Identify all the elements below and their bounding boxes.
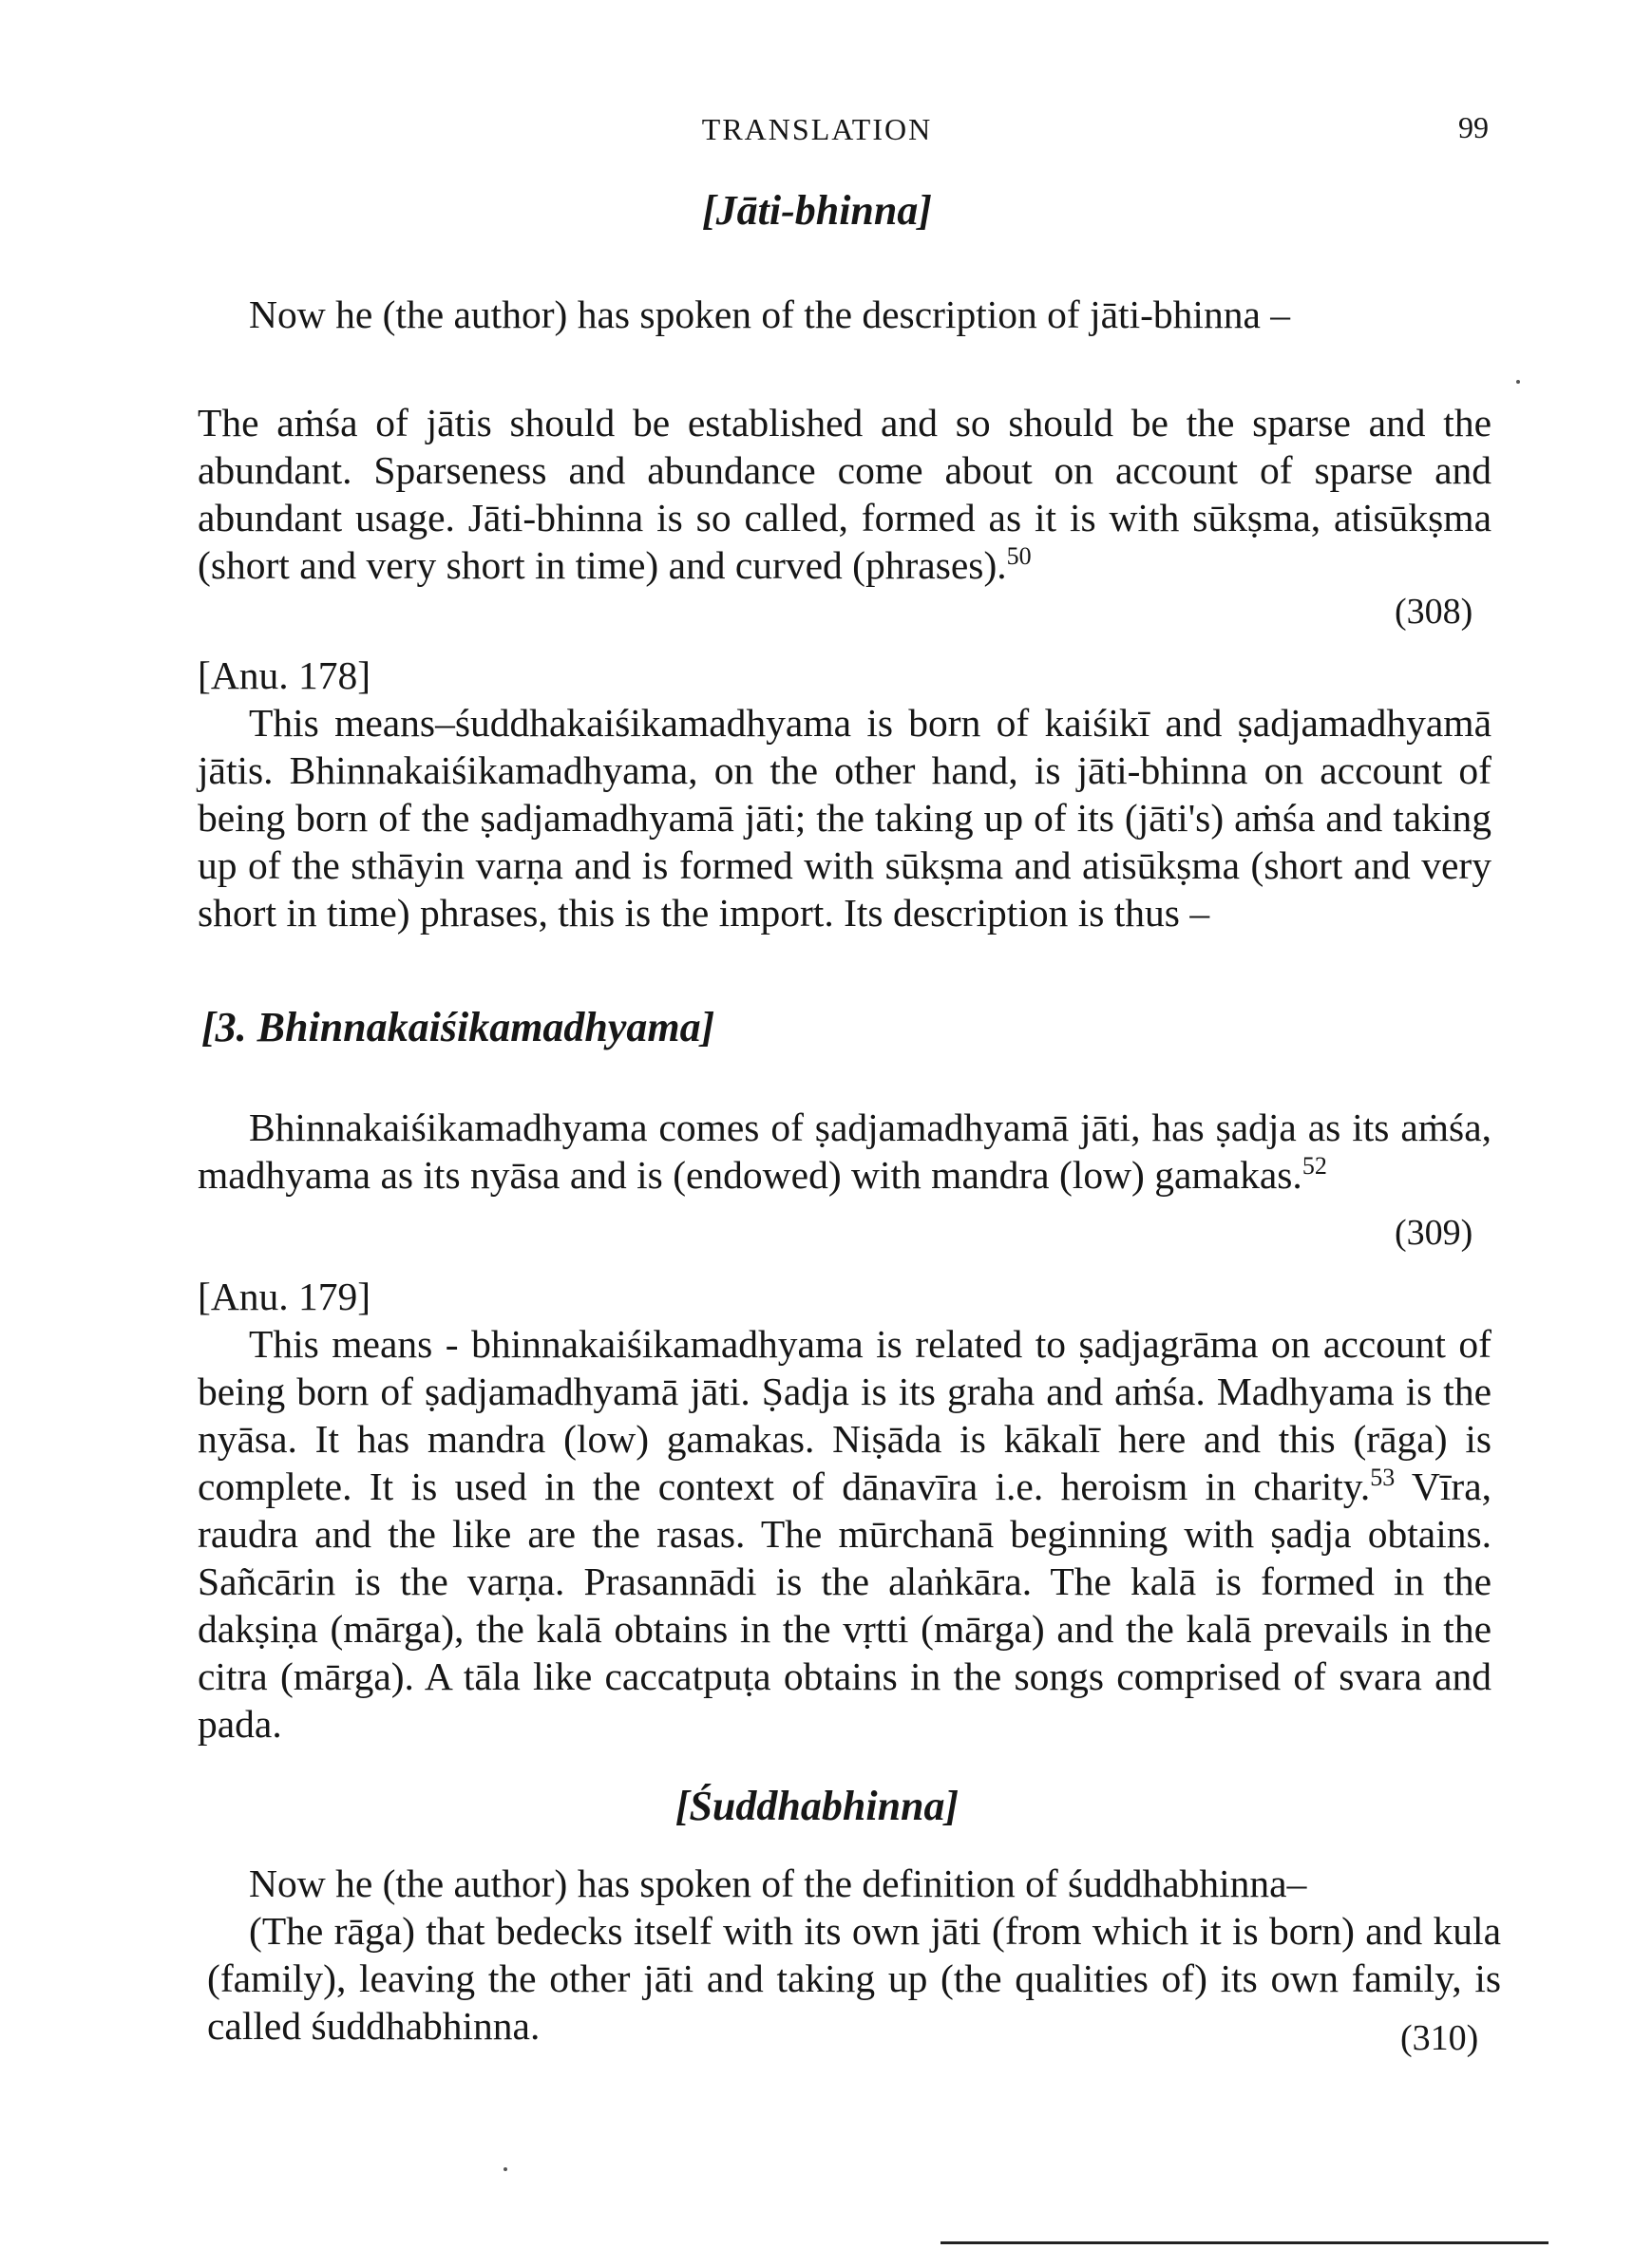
page-number: 99 bbox=[1458, 110, 1489, 144]
verse-308-text: The aṁśa of jātis should be established and so should be the sparse and the abundant. Sparseness and abundance come about on account of sparse and abundant usage. Jāti-bhinna is so called, formed as it is with sūkṣma, atisūkṣma (short and very short in time) and curved (phrases). bbox=[198, 401, 1492, 587]
footnote-ref-52: 52 bbox=[1302, 1152, 1327, 1181]
commentary-179 bbox=[198, 1320, 1492, 1748]
verse-308 bbox=[198, 399, 1492, 589]
running-head: TRANSLATION bbox=[701, 112, 933, 146]
commentary-178 bbox=[198, 699, 1492, 936]
verse-309 bbox=[198, 1104, 1492, 1199]
scan-speck bbox=[1516, 380, 1520, 384]
intro-jati-bhinna: Now he (the author) has spoken of the description of jāti-bhinna – bbox=[249, 293, 1291, 336]
verse-number-310: (310) bbox=[1400, 2018, 1479, 2058]
verse-number-308: (308) bbox=[1395, 592, 1473, 632]
anu-179: [Anu. 179] bbox=[198, 1275, 371, 1318]
verse-number-309: (309) bbox=[1395, 1213, 1473, 1253]
section-heading-bhinnakaisikamadhyama: [3. Bhinnakaiśikamadhyama] bbox=[201, 1004, 715, 1050]
anu-178: [Anu. 178] bbox=[198, 653, 371, 697]
commentary-179-text: This means - bhinnakaiśikamadhyama is related to ṣadjagrāma on account of being born of ṣadjamadhyamā jāti. Ṣadja is its graha and aṁśa. Madhyama is the nyāsa. It has mandra (low) gamakas. Niṣāda is kākalī here and this (rāga) is complete. It is used in the context of dānavīra i.e. heroism in charity. bbox=[198, 1322, 1492, 1508]
scan-speck bbox=[504, 2167, 507, 2171]
section-heading-suddhabhinna: [Śuddhabhinna] bbox=[674, 1783, 960, 1829]
footnote-rule bbox=[940, 2241, 1548, 2244]
commentary-179-cont: Vīra, raudra and the like are the rasas. The mūrchanā beginning with ṣadja obtains. Sañcārin is the varṇa. Prasannādi is the alaṅkāra. The kalā is formed in the dakṣiṇa (mārga), the kalā obtains in the vṛtti (mārga) and the kalā prevails in the citra (mārga). A tāla like caccatpuṭa obtains in the songs comprised of svara and pada. bbox=[198, 1465, 1492, 1746]
commentary-178-text: This means–śuddhakaiśikamadhyama is born of kaiśikī and ṣadjamadhyamā jātis. Bhinnakaiśikamadhyama, on the other hand, is jāti-bhinna on account of being born of the ṣadjamadhyamā jāti; the taking up of its (jāti's) aṁśa and taking up of the sthāyin varṇa and is formed with sūkṣma and atisūkṣma (short and very short in time) phrases, this is the import. Its description is thus – bbox=[198, 701, 1492, 935]
footnote-ref-50: 50 bbox=[1006, 542, 1032, 571]
verse-310 bbox=[207, 1907, 1501, 2050]
verse-309-text: Bhinnakaiśikamadhyama comes of ṣadjamadhyamā jāti, has ṣadja as its aṁśa, madhyama as its nyāsa and is (endowed) with mandra (low) gamakas. bbox=[198, 1106, 1492, 1197]
footnote-ref-53: 53 bbox=[1370, 1464, 1396, 1492]
section-heading-jati-bhinna: [Jāti-bhinna] bbox=[701, 187, 933, 234]
verse-310-text: (The rāga) that bedecks itself with its own jāti (from which it is born) and kula (family), leaving the other jāti and taking up (the qualities of) its own family, is called śuddhabhinna. bbox=[207, 1909, 1501, 2048]
intro-suddhabhinna: Now he (the author) has spoken of the definition of śuddhabhinna– bbox=[249, 1862, 1307, 1905]
